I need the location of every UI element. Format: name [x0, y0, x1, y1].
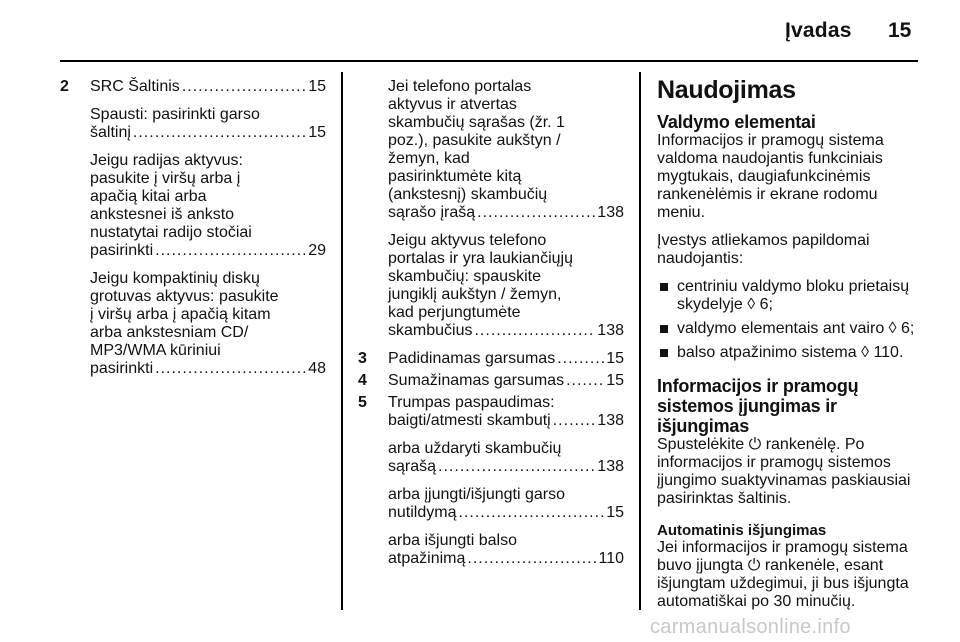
body-paragraph: Spustelėkite ⏻ rankenėlę. Po informacijos ir pramogų sistemos įjungimo suaktyvinamas paskiausiai pasirinktas šaltinis. — [657, 436, 911, 507]
page-ref[interactable]: 138 — [597, 412, 624, 429]
control-entry-continued — [358, 78, 624, 340]
toc-line: atpažinimą ..... 110 — [388, 550, 624, 568]
control-entry-3 — [358, 350, 624, 368]
page-ref[interactable]: 138 — [597, 458, 624, 475]
page-ref[interactable]: 48 — [308, 360, 326, 377]
page-ref[interactable]: 29 — [308, 242, 326, 259]
column-right — [657, 76, 922, 611]
bullet-item: balso atpažinimo sistema ◊ 110. — [657, 344, 922, 362]
entry-paragraph: Spausti: pasirinkti garso šaltinį ..... 15 — [90, 106, 326, 142]
toc-line: Sumažinamas garsumas ..... 15 — [388, 372, 624, 390]
toc-line: sąrašo įrašą ..... 138 — [388, 204, 624, 222]
entry-paragraph: Trumpas paspaudimas: baigti/atmesti skambutį ..... 138 — [388, 394, 624, 430]
entry-paragraph — [90, 78, 326, 96]
square-bullet-icon — [660, 325, 668, 333]
body-paragraph: Įvestys atliekamos papildomai naudojantis: — [657, 232, 870, 267]
page-ref[interactable]: 15 — [308, 78, 326, 95]
page-ref[interactable]: 110 — [598, 550, 624, 567]
toc-line: Padidinamas garsumas ..... 15 — [388, 350, 624, 368]
page-ref[interactable]: 138 — [597, 322, 624, 339]
entry-paragraph: Jeigu radijas aktyvus: pasukite į viršų arba į apačią kitai arba ankstesnei iš anksto nustatytai radijo stočiai pasirinkti ..... 29 — [90, 152, 326, 260]
toc-line: nutildymą ..... 15 — [388, 504, 624, 522]
entry-number: 3 — [358, 350, 367, 367]
entry-paragraph: arba uždaryti skambučių sąrašą ..... 138 — [388, 440, 624, 476]
toc-line: pasirinkti ..... 48 — [90, 360, 326, 378]
square-bullet-icon — [660, 349, 668, 357]
bullet-item: valdymo elementais ant vairo ◊ 6; — [657, 320, 922, 338]
body-paragraph: Informacijos ir pramogų sistema valdoma naudojantis funkciniais mygtukais, daugiafunkcinėmis rankenėlėmis ir ekrane rodomu meniu. — [657, 132, 884, 221]
control-entry-2 — [60, 78, 326, 378]
header-divider — [60, 60, 918, 62]
page-ref[interactable]: 138 — [597, 204, 624, 221]
column-divider-1 — [341, 72, 343, 610]
entry-paragraph: arba įjungti/išjungti garso nutildymą ..... 15 — [388, 486, 624, 522]
column-middle — [358, 78, 624, 578]
page-title: Įvadas — [785, 19, 852, 42]
column-divider-2 — [639, 72, 641, 610]
toc-line: SRC Šaltinis ..... 15 — [90, 78, 326, 96]
toc-line: šaltinį ..... 15 — [90, 124, 326, 142]
entry-paragraph: Jei telefono portalas aktyvus ir atvertas skambučių sąrašas (žr. 1 poz.), pasukite aukštyn / žemyn, kad pasirinktumėte kitą (ankstesnį) skambučių sąrašo įrašą ..... 138 — [388, 78, 624, 222]
square-bullet-icon — [660, 283, 668, 291]
section-title: Naudojimas — [657, 76, 796, 104]
page-ref[interactable]: 15 — [606, 504, 624, 521]
entry-number: 2 — [60, 78, 69, 95]
body-paragraph: Jei informacijos ir pramogų sistema buvo įjungta ⏻ rankenėle, esant išjungtam uždegimui, ji bus išjungta automatiškai po 30 minučių. — [657, 539, 909, 610]
bullet-list — [657, 278, 922, 362]
toc-line: baigti/atmesti skambutį ..... 138 — [388, 412, 624, 430]
page-number: 15 — [888, 19, 912, 42]
watermark-text: carmanualsonline.info — [650, 616, 851, 638]
control-entry-4 — [358, 372, 624, 390]
entry-paragraph: Jeigu kompaktinių diskų grotuvas aktyvus: pasukite į viršų arba į apačią kitam arba ankstesniam CD/ MP3/WMA kūriniui pasirinkti ..... 48 — [90, 270, 326, 378]
entry-paragraph: arba išjungti balso atpažinimą ..... 110 — [388, 532, 624, 568]
subsection-title: Informacijos ir pramogų sistemos įjungimas ir išjungimas — [657, 376, 859, 436]
toc-line: skambučius ..... 138 — [388, 322, 624, 340]
entry-number: 5 — [358, 394, 367, 411]
entry-number: 4 — [358, 372, 367, 389]
page-ref[interactable]: 15 — [606, 350, 624, 367]
minor-heading: Automatinis išjungimas — [657, 522, 827, 539]
page-ref[interactable]: 15 — [606, 372, 624, 389]
toc-line: sąrašą ..... 138 — [388, 458, 624, 476]
subsection-title: Valdymo elementai — [657, 112, 816, 132]
toc-line: pasirinkti ..... 29 — [90, 242, 326, 260]
control-entry-5 — [358, 394, 624, 568]
column-left — [60, 78, 326, 388]
bullet-item: centriniu valdymo bloku prietaisų skydelyje ◊ 6; — [657, 278, 922, 314]
page-ref[interactable]: 15 — [308, 124, 326, 141]
entry-paragraph: Jeigu aktyvus telefono portalas ir yra laukiančiųjų skambučių: spauskite jungiklį aukštyn / žemyn, kad perjungtumėte skambučius ..... 138 — [388, 232, 624, 340]
